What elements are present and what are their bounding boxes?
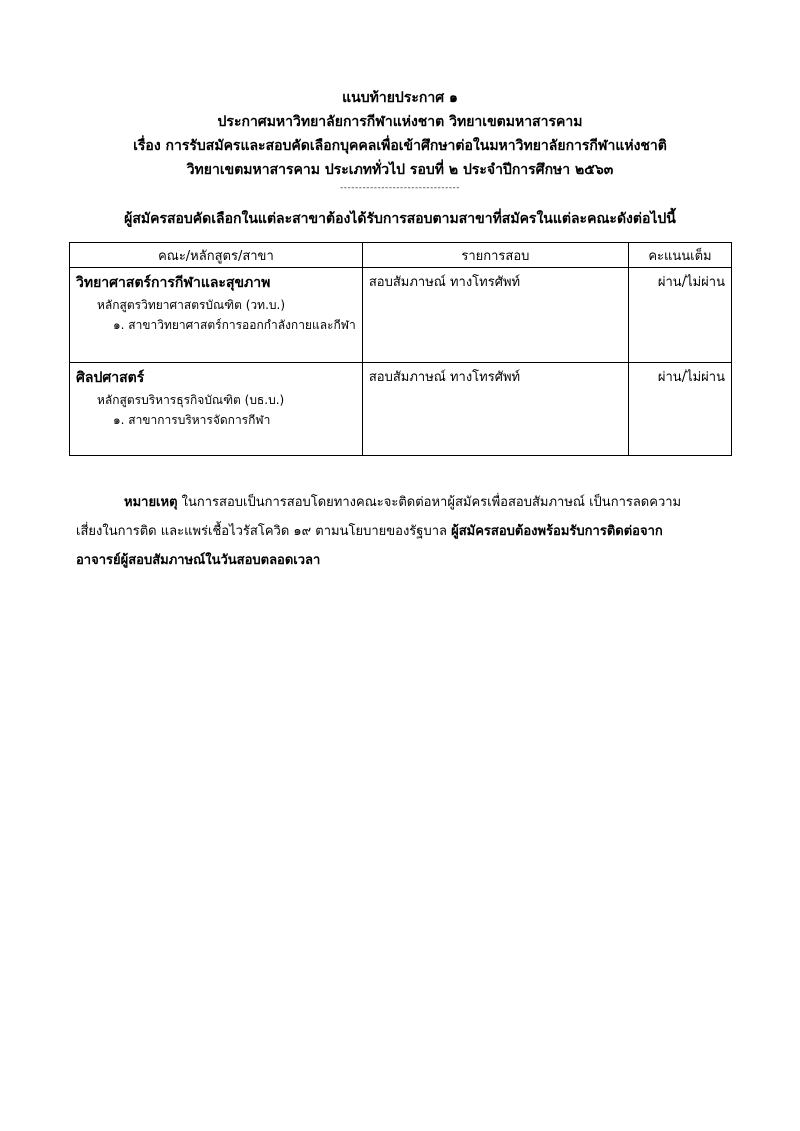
exam-type: สอบสัมภาษณ์ ทางโทรศัพท์ bbox=[368, 275, 521, 290]
program-name: หลักสูตรบริหารธุรกิจบัณฑิต (บธ.บ.) bbox=[97, 393, 285, 407]
score-value: ผ่าน/ไม่ผ่าน bbox=[657, 370, 725, 385]
score-cell bbox=[628, 363, 731, 456]
header-attachment-line: แนบท้ายประกาศ ๑ bbox=[342, 90, 458, 106]
announcement-header bbox=[0, 86, 800, 182]
remark-line-1 bbox=[76, 488, 730, 517]
intro-heading: ผู้สมัครสอบคัดเลือกในแต่ละสาขาต้องได้รับการสอบตามสาขาที่สมัครในแต่ละคณะดังต่อไปนี้ bbox=[124, 211, 676, 227]
table-row bbox=[70, 363, 732, 456]
exam-type: สอบสัมภาษณ์ ทางโทรศัพท์ bbox=[368, 370, 521, 385]
remark-emphasis-1: ผู้สมัครสอบต้องพร้อมรับการติดต่อจาก bbox=[451, 524, 663, 539]
exam-table bbox=[69, 242, 732, 456]
faculty-cell bbox=[70, 268, 363, 363]
column-header-faculty: คณะ/หลักสูตร/สาขา bbox=[70, 243, 363, 268]
column-header-exam: รายการสอบ bbox=[362, 243, 628, 268]
table-row bbox=[70, 268, 732, 363]
program-name: หลักสูตรวิทยาศาสตรบัณฑิต (วท.บ.) bbox=[97, 298, 286, 312]
remark-emphasis-2: อาจารย์ผู้สอบสัมภาษณ์ในวันสอบตลอดเวลา bbox=[76, 553, 321, 568]
exam-cell bbox=[362, 363, 628, 456]
header-campus-round-line: วิทยาเขตมหาสารคาม ประเภททั่วไป รอบที่ ๒ ประจำปีการศึกษา ๒๕๖๓ bbox=[186, 162, 614, 178]
major-name: ๑. สาขาการบริหารจัดการกีฬา bbox=[113, 413, 271, 427]
header-announcement-title: ประกาศมหาวิทยาลัยการกีฬาแห่งชาต วิทยาเขตมหาสารคาม bbox=[217, 114, 583, 130]
remark-label: หมายเหตุ bbox=[124, 495, 178, 510]
remark-text-1: ในการสอบเป็นการสอบโดยทางคณะจะติดต่อหาผู้สมัครเพื่อสอบสัมภาษณ์ เป็นการลดความ bbox=[177, 495, 682, 510]
header-subject-line: เรื่อง การรับสมัครและสอบคัดเลือกบุคคลเพื่อเข้าศึกษาต่อในมหาวิทยาลัยการกีฬาแห่งชาติ bbox=[133, 138, 667, 154]
faculty-name: วิทยาศาสตร์การกีฬาและสุขภาพ bbox=[76, 275, 271, 291]
score-value: ผ่าน/ไม่ผ่าน bbox=[657, 275, 725, 290]
table-header-row bbox=[70, 243, 732, 268]
exam-cell bbox=[362, 268, 628, 363]
column-header-full-score: คะแนนเต็ม bbox=[628, 243, 731, 268]
faculty-cell bbox=[70, 363, 363, 456]
major-name: ๑. สาขาวิทยาศาสตร์การออกกำลังกายและกีฬา bbox=[113, 318, 356, 332]
score-cell bbox=[628, 268, 731, 363]
faculty-name: ศิลปศาสตร์ bbox=[76, 370, 145, 386]
remark-text-2: เสี่ยงในการติด และแพร่เชื้อไวรัสโควิด ๑๙ ตามนโยบายของรัฐบาล bbox=[76, 524, 452, 539]
remark-line-2 bbox=[76, 517, 730, 546]
header-divider: -------------------------------- bbox=[340, 183, 460, 193]
remark-paragraph bbox=[76, 488, 730, 575]
